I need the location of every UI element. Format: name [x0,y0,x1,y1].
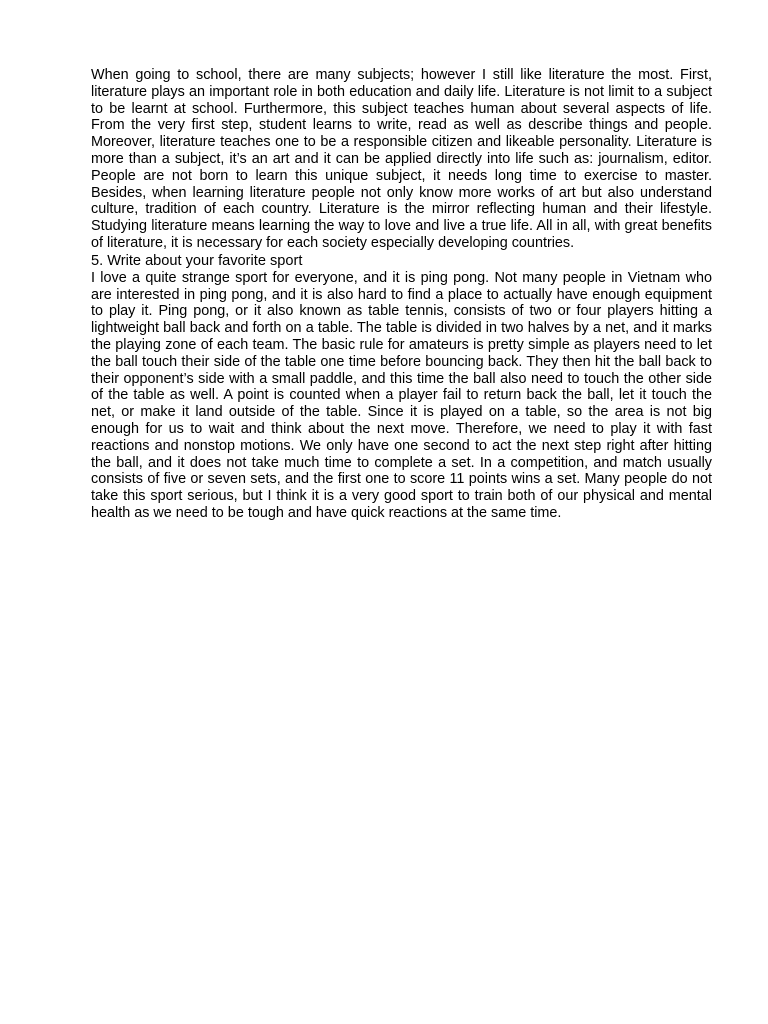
ping-pong-paragraph: I love a quite strange sport for everyone, and it is ping pong. Not many people in Vietnam who are interested in ping pong, and it is also hard to find a place to actually have enough equipment to play it. Ping pong, or it also known as table tennis, consists of two or four players hitting a lightweight ball back and forth on a table. The table is divided in two halves by a net, and it marks the playing zone of each team. The basic rule for amateurs is pretty simple as players need to let the ball touch their side of the table one time before bouncing back. They then hit the ball back to their opponent’s side with a small paddle, and this time the ball also need to touch the other side of the table as well. A point is counted when a player fail to return back the ball, let it touch the net, or make it land outside of the table. Since it is played on a table, so the area is not big enough for us to wait and think about the next move. Therefore, we need to play it with fast reactions and nonstop motions. We only have one second to act the next step right after hitting the ball, and it does not take much time to complete a set. In a competition, and match usually consists of five or seven sets, and the first one to score 11 points wins a set. Many people do not take this sport serious, but I think it is a very good sport to train both of our physical and mental health as we need to be tough and have quick reactions at the same time. [91,269,712,521]
document-page [91,67,712,522]
section-heading-favorite-sport: 5. Write about your favorite sport [91,252,303,269]
literature-paragraph: When going to school, there are many subjects; however I still like literature the most. First, literature plays an important role in both education and daily life. Literature is not limit to a subject to be learnt at school. Furthermore, this subject teaches human about several aspects of life. From the very first step, student learns to write, read as well as describe things and people. Moreover, literature teaches one to be a responsible citizen and likeable personality. Literature is more than a subject, it’s an art and it can be applied directly into life such as: journalism, editor. People are not born to learn this unique subject, it needs long time to exercise to master. Besides, when learning literature people not only know more works of art but also understand culture, tradition of each country. Literature is the mirror reflecting human and their lifestyle. Studying literature means learning the way to love and live a true life. All in all, with great benefits of literature, it is necessary for each society especially developing countries. [91,67,712,251]
